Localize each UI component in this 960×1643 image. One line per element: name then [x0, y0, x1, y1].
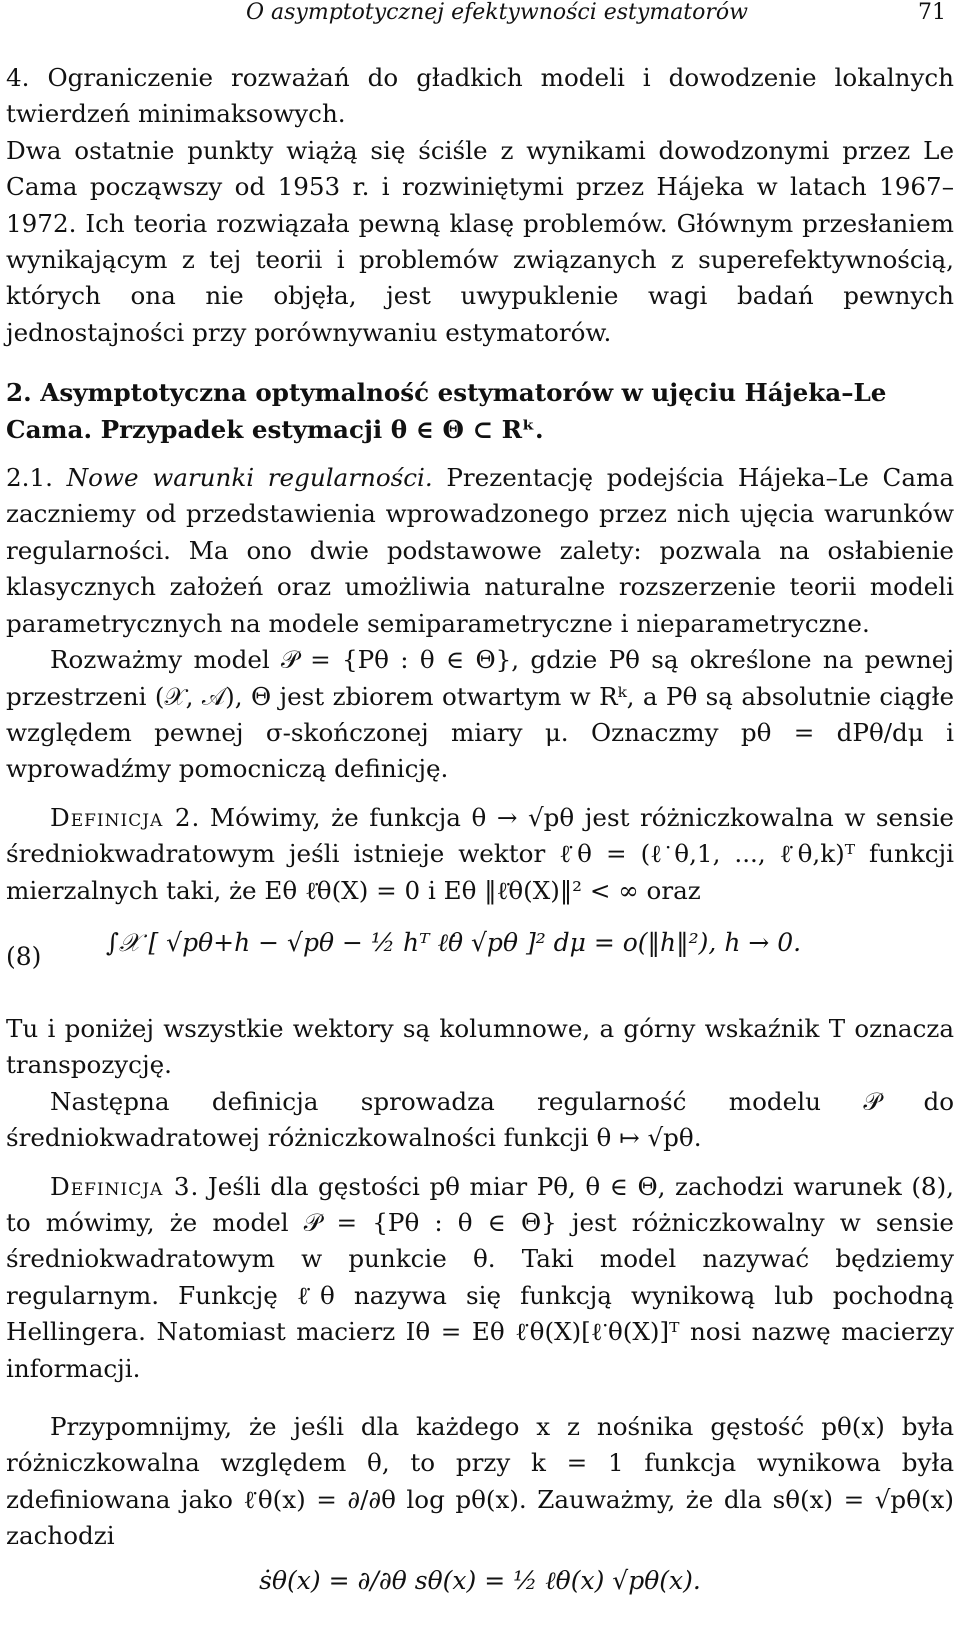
subsection-paragraph	[6, 460, 954, 642]
section-heading: 2. Asymptotyczna optymalność estymatorów w ujęciu Hájeka–Le Cama. Przypadek estymacji θ ∈ Θ ⊂ Rᵏ.	[6, 378, 887, 444]
intro-paragraph: Dwa ostatnie punkty wiążą się ściśle z wynikami dowodzonymi przez Le Cama począwszy od 1953 r. i rozwiniętymi przez Hájeka w latach 1967–1972. Ich teoria rozwiązała pewną klasę problemów. Głównym przesłaniem wynikającym z tej teorii i problemów związanych z superefektywnością, których ona nie objęła, jest uwypuklenie wagi badań pewnych jednostajności przy porównywaniu estymatorów.	[6, 135, 954, 347]
vectors-paragraph: Tu i poniżej wszystkie wektory są kolumnowe, a górny wskaźnik T oznacza transpozycję.	[6, 1013, 954, 1080]
final-equation: ṡθ(x) = ∂/∂θ sθ(x) = ½ ℓ̇θ(x) √pθ(x).	[259, 1565, 701, 1595]
running-title: O asymptotycznej efektywności estymatorów	[246, 0, 748, 25]
list-item-4: 4. Ograniczenie rozważań do gładkich modeli i dowodzenie lokalnych twierdzeń minimaksowych.	[6, 63, 954, 129]
definition-2	[6, 800, 954, 909]
subsection-title: Nowe warunki regularności.	[66, 463, 433, 493]
definition-3-label: Definicja 3	[50, 1171, 191, 1201]
definition-3-text: . Jeśli dla gęstości pθ miar Pθ, θ ∈ Θ, zachodzi warunek (8), to mówimy, że model 𝒫 = {Pθ : θ ∈ Θ} jest różniczkowalny w sensie średniokwadratowym w punkcie θ. Taki model nazywać będziemy regularnym. Funkcję ℓ̇θ nazywa się funkcją wynikową lub pochodną Hellingera. Natomiast macierz Iθ = Eθ ℓ̇θ(X)[ℓ̇θ(X)]ᵀ nosi nazwę macierzy informacji.	[6, 1171, 954, 1383]
equation-8	[6, 919, 954, 1011]
model-paragraph: Rozważmy model 𝒫 = {Pθ : θ ∈ Θ}, gdzie Pθ są określone na pewnej przestrzeni (𝒳, 𝒜), Θ jest zbiorem otwartym w Rᵏ, a Pθ są absolutnie ciągłe względem pewnej σ-skończonej miary μ. Oznaczmy pθ = dPθ/dμ i wprowadźmy pomocniczą definicję.	[6, 645, 954, 784]
equation-8-label: (8)	[6, 941, 42, 971]
page-number: 71	[918, 0, 946, 25]
definition-2-label: Definicja 2	[50, 802, 192, 832]
running-head	[246, 0, 946, 30]
definition-3	[6, 1169, 954, 1387]
subsection-number: 2.1.	[6, 463, 53, 493]
definition-2-text: . Mówimy, że funkcja θ → √pθ jest różniczkowalna w sensie średniokwadratowym jeśli istnieje wektor ℓ̇θ = (ℓ̇θ,1, ..., ℓ̇θ,k)ᵀ funkcji mierzalnych taki, że Eθ ℓ̇θ(X) = 0 i Eθ ‖ℓ̇θ(X)‖² < ∞ oraz	[6, 802, 954, 905]
page-body	[6, 60, 954, 1643]
next-definition-paragraph: Następna definicja sprowadza regularność modelu 𝒫 do średniokwadratowej różniczkowalności funkcji θ ↦ √pθ.	[6, 1086, 954, 1153]
recall-paragraph: Przypomnijmy, że jeśli dla każdego x z nośnika gęstość pθ(x) była różniczkowalna względem θ, to przy k = 1 funkcja wynikowa była zdefiniowana jako ℓ̇θ(x) = ∂/∂θ log pθ(x). Zauważmy, że dla sθ(x) = √pθ(x) zachodzi	[6, 1412, 954, 1551]
subsection-text: Prezentację podejścia Hájeka–Le Cama zaczniemy od przedstawienia wprowadzonego przez nich ujęcia warunków regularności. Ma ono dwie podstawowe zalety: pozwala na osłabienie klasycznych założeń oraz umożliwia naturalne rozszerzenie teorii modeli parametrycznych na modele semiparametryczne i nieparametryczne.	[6, 463, 954, 638]
equation-8-body: ∫𝒳 [ √pθ+h − √pθ − ½ hᵀ ℓ̇θ √pθ ]² dμ = o(‖h‖²), h → 0.	[106, 927, 802, 957]
